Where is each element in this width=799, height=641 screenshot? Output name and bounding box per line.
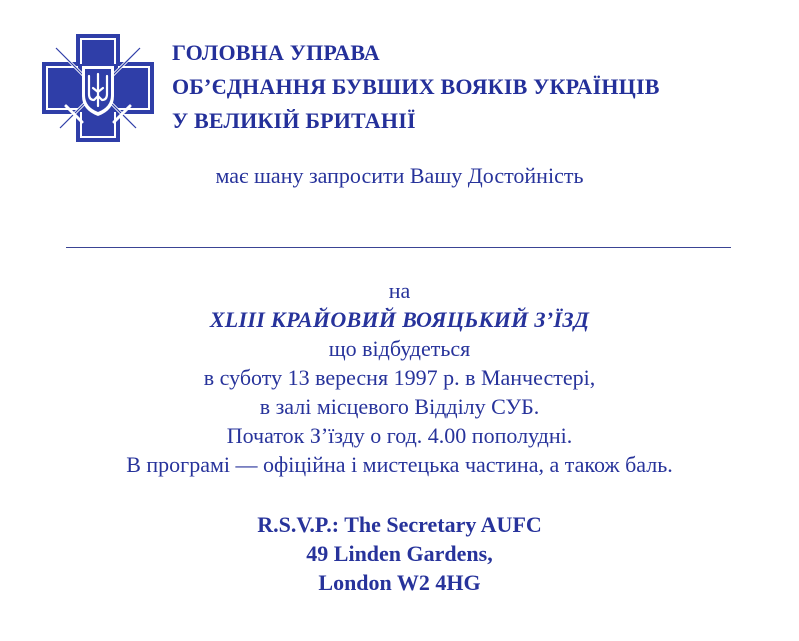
event-on-text: на bbox=[388, 278, 411, 303]
invitation-honour-text: має шану запросити Вашу Достойність bbox=[215, 163, 584, 188]
guest-name-line bbox=[66, 247, 731, 248]
event-details bbox=[0, 276, 799, 479]
event-date-place: в суботу 13 вересня 1997 р. в Манчестері, bbox=[203, 365, 596, 390]
rsvp-line-3: London W2 4HG bbox=[318, 570, 481, 595]
cross-trident-swords-emblem-icon bbox=[38, 30, 158, 146]
event-venue: в залі місцевого Відділу СУБ. bbox=[259, 394, 540, 419]
event-title: XLIII КРАЙОВИЙ ВОЯЦЬКИЙ З’ЇЗД bbox=[209, 307, 590, 332]
event-start-time: Початок З’їзду о год. 4.00 пополудні. bbox=[226, 423, 573, 448]
header-line-3: У ВЕЛИКІЙ БРИТАНІЇ bbox=[172, 108, 416, 133]
rsvp-block bbox=[0, 510, 799, 597]
header-line-1: ГОЛОВНА УПРАВА bbox=[172, 40, 380, 65]
organization-header bbox=[172, 36, 660, 138]
event-will-take-place: що відбудеться bbox=[328, 336, 471, 361]
rsvp-line-1: R.S.V.P.: The Secretary AUFC bbox=[257, 512, 542, 537]
event-program: В програмі — офіційна і мистецька частина, а також баль. bbox=[126, 452, 673, 477]
header-line-2: ОБ’ЄДНАННЯ БУВШИХ ВОЯКІВ УКРАЇНЦІВ bbox=[172, 74, 660, 99]
rsvp-line-2: 49 Linden Gardens, bbox=[306, 541, 493, 566]
